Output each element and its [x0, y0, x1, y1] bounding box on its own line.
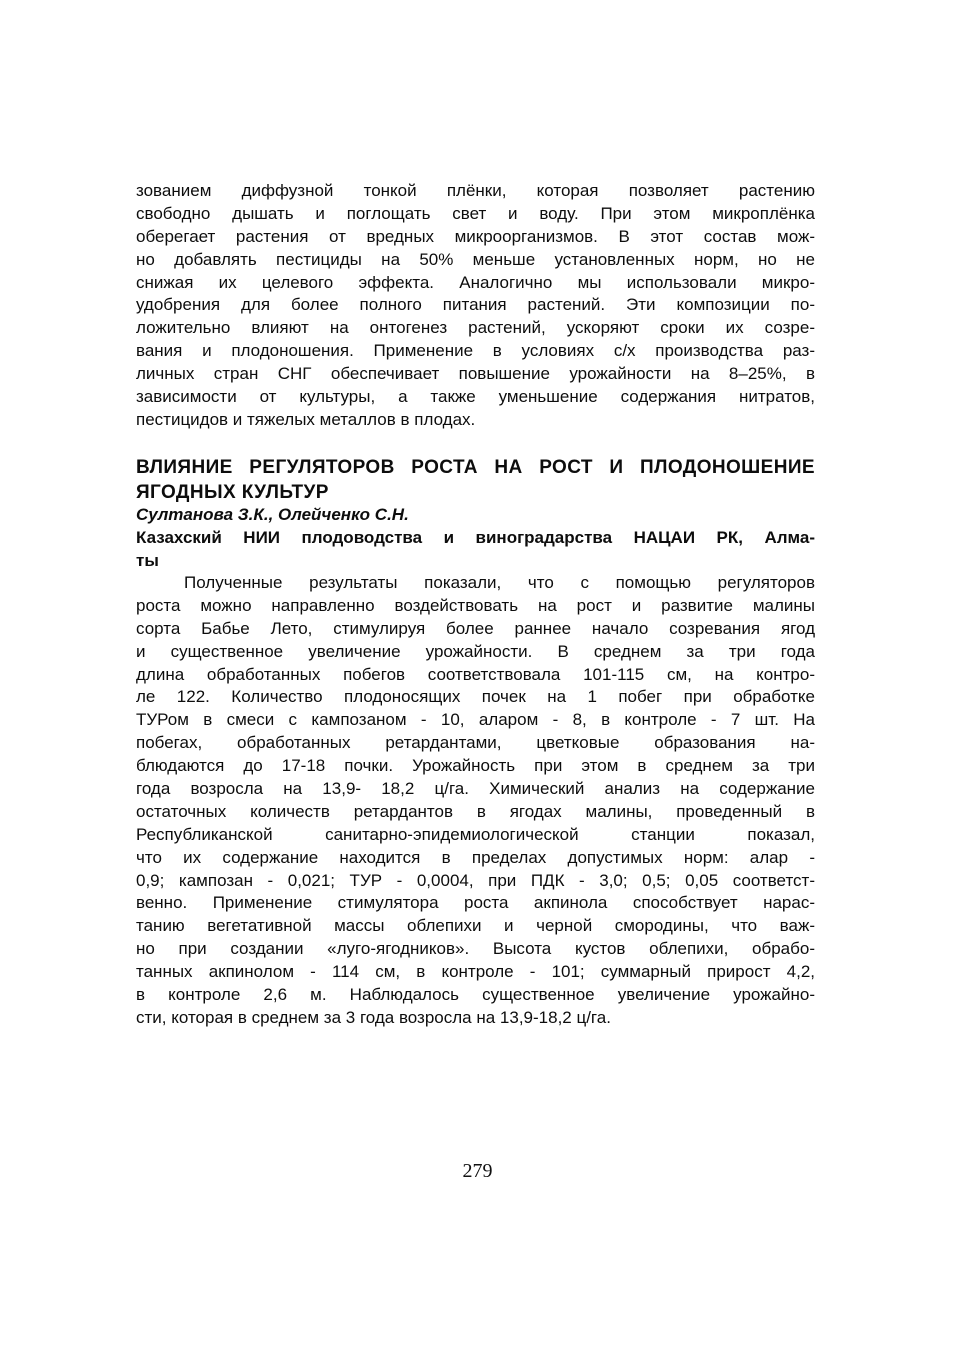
text-line: роста можно направленно воздействовать на рост и развитие малины — [136, 595, 815, 615]
institution-line: ты — [136, 550, 159, 570]
text-line: но при создании «луго-ягодников». Высота кустов облепихи, обрабо- — [136, 939, 815, 959]
authors-line: Султанова З.К., Олейченко С.Н. — [136, 505, 409, 524]
text-line: и существенное увеличение урожайности. В среднем за три года — [136, 641, 815, 661]
institution — [136, 527, 815, 573]
text-line: снижая их целевого эффекта. Аналогично мы использовали микро- — [136, 272, 815, 292]
text-line: побегах, обработанных ретардантами, цветковые образования на- — [136, 733, 815, 753]
text-line: года возросла на 13,9- 18,2 ц/га. Химический анализ на содержание — [136, 779, 815, 799]
text-line: длина обработанных побегов соответствовала 101-115 см, на контро- — [136, 664, 815, 684]
text-line: блюдаются до 17-18 почки. Урожайность при этом в среднем за три — [136, 756, 815, 776]
text-line: остаточных количеств ретардантов в ягодах малины, проведенный в — [136, 801, 815, 821]
authors — [136, 504, 815, 527]
text-line: оберегает растения от вредных микроорганизмов. В этот состав мож- — [136, 226, 815, 246]
text-line: Полученные результаты показали, что с помощью регуляторов — [184, 573, 815, 592]
text-line: удобрения для более полного питания растений. Эти композиции по- — [136, 295, 815, 315]
text-line: ТУРом в смеси с кампозаном - 10, аларом - 8, в контроле - 7 шт. На — [136, 710, 815, 730]
text-line: сорта Бабье Лето, стимулируя более раннее начало созревания ягод — [136, 618, 815, 638]
text-line: зависимости от культуры, а также уменьшение содержания нитратов, — [136, 387, 815, 407]
text-line: 0,9; кампозан - 0,021; ТУР - 0,0004, при ПДК - 3,0; 0,5; 0,05 соответст- — [136, 870, 815, 890]
text-line: ле 122. Количество плодоносящих почек на 1 побег при обработке — [136, 687, 815, 707]
page-number: 279 — [462, 1160, 493, 1182]
body-paragraph — [136, 572, 815, 1030]
institution-line: Казахский НИИ плодоводства и виноградарства НАЦАИ РК, Алма- — [136, 528, 815, 547]
text-line: пестицидов и тяжелых металлов в плодах. — [136, 409, 476, 429]
heading-line: ЯГОДНЫХ КУЛЬТУР — [136, 482, 329, 503]
text-line: вания и плодоношения. Применение в условиях с/х производства раз- — [136, 341, 815, 361]
intro-paragraph — [136, 180, 815, 432]
heading-line: ВЛИЯНИЕ РЕГУЛЯТОРОВ РОСТА НА РОСТ И ПЛОДОНОШЕНИЕ — [136, 457, 815, 478]
text-line: в контроле 2,6 м. Наблюдалось существенное увеличение урожайно- — [136, 985, 815, 1005]
section-heading — [136, 455, 815, 505]
text-line: венно. Применение стимулятора роста акпинола способствует нарас- — [136, 893, 815, 913]
text-line: Республиканской санитарно-эпидемиологической станции показал, — [136, 824, 815, 844]
text-line: ложительно влияют на онтогенез растений, ускоряют сроки их созре- — [136, 318, 815, 338]
text-line: что их содержание находится в пределах допустимых норм: алар - — [136, 847, 815, 867]
text-line: танию вегетативной массы облепихи и черной смородины, что важ- — [136, 916, 815, 936]
text-line: личных стран СНГ обеспечивает повышение урожайности на 8–25%, в — [136, 364, 815, 384]
text-line: свободно дышать и поглощать свет и воду. При этом микроплёнка — [136, 203, 815, 223]
text-line: сти, которая в среднем за 3 года возросла на 13,9-18,2 ц/га. — [136, 1007, 611, 1027]
text-line: но добавлять пестициды на 50% меньше установленных норм, но не — [136, 249, 815, 269]
text-line: танных акпинолом - 114 см, в контроле - 101; суммарный прирост 4,2, — [136, 962, 815, 982]
text-line: зованием диффузной тонкой плёнки, которая позволяет растению — [136, 181, 815, 200]
